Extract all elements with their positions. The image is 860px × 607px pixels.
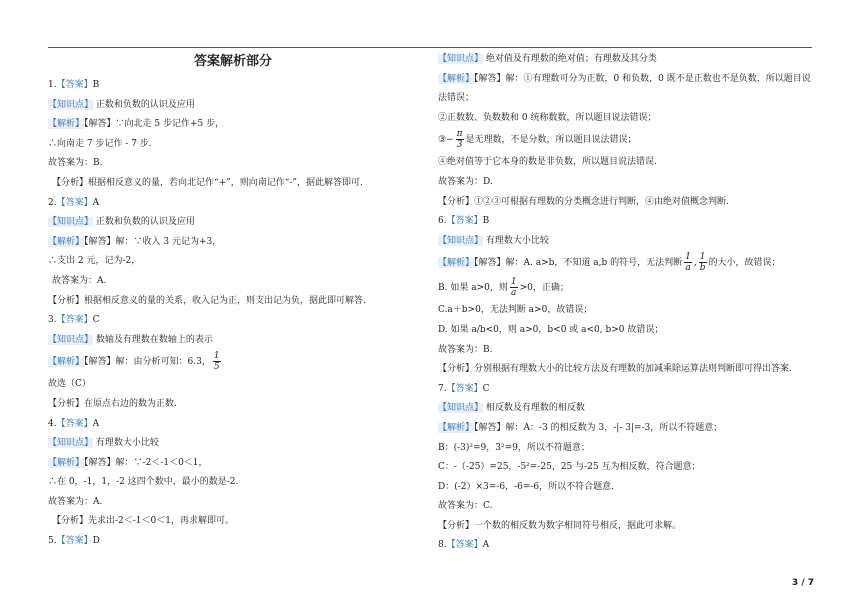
fraction-numerator: 1 (699, 252, 706, 263)
solution-label: 【解答】 (474, 422, 506, 433)
solution-label: 【解答】 (84, 119, 116, 130)
answer-label: 【答案】 (446, 383, 483, 394)
knowledge-text: 正数和负数的认识及应用 (95, 99, 195, 110)
knowledge-text: 有理数大小比较 (95, 438, 159, 449)
analysis-line (48, 115, 418, 135)
text-prefix: ③− (438, 135, 454, 146)
analysis-tag: 【解析】 (438, 73, 475, 84)
separator: , (693, 258, 697, 269)
text-prefix: B. 如果 a>0，则 (438, 283, 508, 294)
text: 故答案为：A. (52, 275, 107, 286)
text-line (438, 458, 818, 478)
answer-line (48, 76, 418, 96)
solution-label: 【解答】 (84, 457, 116, 468)
fraction (699, 252, 707, 273)
answer-line (438, 380, 818, 400)
fraction-denominator: a (511, 288, 517, 299)
text: D：(-2）×3=-6，-6=-6，所以不符合题意. (438, 481, 615, 492)
solution-text: 解：由分析可知：6.3， (115, 357, 211, 368)
answer-value: C (482, 383, 490, 394)
text-line (48, 252, 418, 272)
text: 【分析】在原点右边的数为正数. (48, 398, 177, 409)
knowledge-text: 绝对值及有理数的绝对值；有理数及其分类 (485, 54, 657, 64)
page-title: 答案解析部分 (193, 54, 272, 69)
text: 故选（C） (48, 379, 91, 390)
text: ∴向南走 7 步记作 - 7 步. (48, 138, 152, 149)
analysis-tag: 【解析】 (438, 258, 475, 269)
text: 【分析】一个数的相反数为数字相同符号相反，据此可求解。 (438, 520, 682, 531)
analysis-line (438, 251, 818, 276)
right-column (438, 50, 818, 556)
text-line (48, 292, 418, 312)
answer-label: 【答案】 (56, 197, 93, 208)
text: 故答案为：D. (438, 176, 493, 187)
text: ∴支出 2 元，记为-2， (48, 256, 141, 267)
text: 故答案为：B. (48, 158, 103, 169)
knowledge-point-line (48, 96, 418, 116)
text: D. 如果 a/b<0，则 a>0，b<0 或 a<0, b>0 故错误； (438, 324, 664, 335)
solution-label: 【解答】 (84, 236, 116, 247)
question-number: 6. (438, 216, 447, 227)
fraction-numerator: 1 (213, 351, 220, 362)
text-line (438, 173, 818, 193)
fraction-numerator: 1 (510, 277, 517, 288)
text-line (48, 154, 418, 174)
solution-label: 【解答】 (474, 258, 506, 269)
text-line (48, 272, 418, 292)
text-line (48, 493, 418, 513)
question-number: 2. (48, 197, 57, 208)
question-number: 4. (48, 418, 57, 429)
analysis-tag: 【解析】 (48, 457, 85, 468)
fraction (510, 277, 518, 298)
text: 【分析】根据相反意义的量，若向北记作“+”，则向南记作“-”，据此解答即可. (52, 177, 363, 188)
solution-text: 解：A. a>b，不知道 a,b 的符号，无法判断 (505, 258, 683, 269)
answer-value: A (482, 540, 490, 551)
question-number: 8. (438, 540, 447, 551)
knowledge-tag: 【知识点】 (48, 334, 94, 345)
answer-value: B (92, 80, 100, 90)
left-column (48, 50, 418, 552)
text: C：-（-25）=25，-5²=-25，25 与-25 互为相反数，符合题意； (438, 462, 701, 473)
text-line (48, 174, 418, 194)
fraction-denominator: b (699, 263, 706, 274)
analysis-tag: 【解析】 (48, 119, 85, 130)
fraction-denominator: 5 (213, 362, 220, 373)
text: 故答案为：B. (438, 344, 493, 355)
analysis-line (438, 70, 818, 90)
text: 故答案为：C. (438, 501, 493, 512)
fraction (213, 351, 221, 372)
answer-label: 【答案】 (56, 315, 93, 326)
text-line (48, 135, 418, 155)
analysis-line (48, 454, 418, 474)
header-rule (48, 47, 812, 48)
fraction (456, 129, 464, 150)
solution-text: ∵向北走 5 步记作+5 步， (115, 119, 225, 130)
analysis-tag: 【解析】 (48, 236, 85, 247)
knowledge-point-line (438, 50, 818, 70)
analysis-tag: 【解析】 (438, 422, 475, 433)
knowledge-text: 相反数及有理数的相反数 (485, 403, 585, 414)
answer-line (48, 311, 418, 331)
fraction-numerator: 1 (685, 252, 691, 263)
answer-line (48, 194, 418, 214)
solution-label: 【解答】 (474, 73, 506, 84)
text-line (438, 301, 818, 321)
question-number: 5. (48, 536, 57, 547)
text-line (48, 375, 418, 395)
knowledge-point-line (438, 399, 818, 419)
knowledge-tag: 【知识点】 (48, 217, 94, 228)
solution-text: 解：①有理数可分为正数，0 和负数，0 既不是正数也不是负数，所以题目说 (505, 73, 811, 84)
analysis-line (48, 350, 418, 375)
answer-value: A (92, 197, 100, 208)
answer-label: 【答案】 (446, 540, 483, 551)
text-line (48, 395, 418, 415)
text-line (438, 89, 818, 109)
text: 【分析】根据相反意义的量的关系，收入记为正，则支出记为负，据此即可解答. (48, 295, 366, 306)
text: 故答案为：A. (48, 496, 103, 507)
text-line (438, 360, 818, 380)
knowledge-tag: 【知识点】 (48, 99, 94, 110)
answer-line (438, 212, 818, 232)
solution-text: 解：∵收入 3 元记为+3， (115, 236, 222, 247)
analysis-tag: 【解析】 (48, 357, 85, 368)
fraction-denominator: a (685, 263, 691, 274)
answer-label: 【答案】 (56, 536, 93, 547)
answer-line (438, 536, 818, 556)
knowledge-tag: 【知识点】 (438, 54, 484, 64)
answer-value: D (92, 536, 100, 547)
text-line (438, 497, 818, 517)
answer-line (48, 415, 418, 435)
answer-label: 【答案】 (56, 418, 93, 429)
knowledge-text: 正数和负数的认识及应用 (95, 217, 195, 228)
knowledge-point-line (48, 434, 418, 454)
question-number: 3. (48, 315, 57, 326)
text: 【分析】①②③可根据有理数的分类概念进行判断，④由绝对值概念判断. (438, 196, 729, 207)
question-number: 1. (48, 80, 57, 90)
text: 【分析】分别根据有理数大小的比较方法及有理数的加减乘除运算法则判断即可得出答案. (438, 364, 792, 375)
fraction (684, 252, 692, 273)
text-line (438, 128, 818, 153)
text-line (438, 341, 818, 361)
knowledge-text: 有理数大小比较 (485, 235, 549, 246)
answer-line (48, 532, 418, 552)
knowledge-point-line (48, 331, 418, 351)
text: 法错误； (438, 93, 475, 104)
knowledge-tag: 【知识点】 (48, 438, 94, 449)
analysis-line (438, 419, 818, 439)
text: 是无理数，不是分数，所以题目说法错误； (465, 135, 637, 146)
analysis-line (48, 233, 418, 253)
answer-label: 【答案】 (56, 80, 93, 90)
page-number: 3 / 7 (791, 578, 814, 588)
solution-label: 【解答】 (84, 357, 116, 368)
text-line (438, 193, 818, 213)
fraction-denominator: 3 (456, 140, 463, 151)
text-suffix: >0，正确； (519, 283, 569, 294)
solution-text: 解：∵-2＜-1＜0＜1， (115, 457, 208, 468)
knowledge-point-line (438, 232, 818, 252)
text: ④绝对值等于它本身的数是非负数，所以题目说法错误. (438, 157, 657, 168)
knowledge-point-line (48, 213, 418, 233)
text-line (438, 517, 818, 537)
text-line (438, 321, 818, 341)
text: C.a＋b>0，无法判断 a>0，故错误； (438, 305, 593, 316)
knowledge-tag: 【知识点】 (438, 235, 484, 246)
text: 【分析】先求出-2＜-1＜0＜1，再求解即可。 (52, 516, 234, 527)
solution-text-end: 的大小，故错误； (708, 258, 781, 269)
text-line (438, 153, 818, 173)
answer-value: B (482, 216, 490, 227)
text-line (48, 512, 418, 532)
knowledge-text: 数轴及有理数在数轴上的表示 (95, 334, 213, 345)
text-line (48, 473, 418, 493)
text-line (438, 478, 818, 498)
answer-value: C (92, 315, 100, 326)
knowledge-tag: 【知识点】 (438, 403, 484, 414)
text-line (438, 276, 818, 301)
answer-value: A (92, 418, 100, 429)
text: ②正数数、负数数和 0 统称数数，所以题目说法错误； (438, 112, 657, 123)
text: B：(-3)²=9，3²=9，所以不符题意； (438, 442, 590, 453)
fraction-numerator: π (456, 129, 463, 140)
text-line (438, 109, 818, 129)
text-line (438, 439, 818, 459)
question-number: 7. (438, 383, 447, 394)
solution-text: 解：A：-3 的相反数为 3，-|- 3|=-3，所以不符题意； (505, 422, 723, 433)
text: ∴在 0，-1，1，-2 这四个数中，最小的数是-2. (48, 477, 239, 488)
answer-label: 【答案】 (446, 216, 483, 227)
